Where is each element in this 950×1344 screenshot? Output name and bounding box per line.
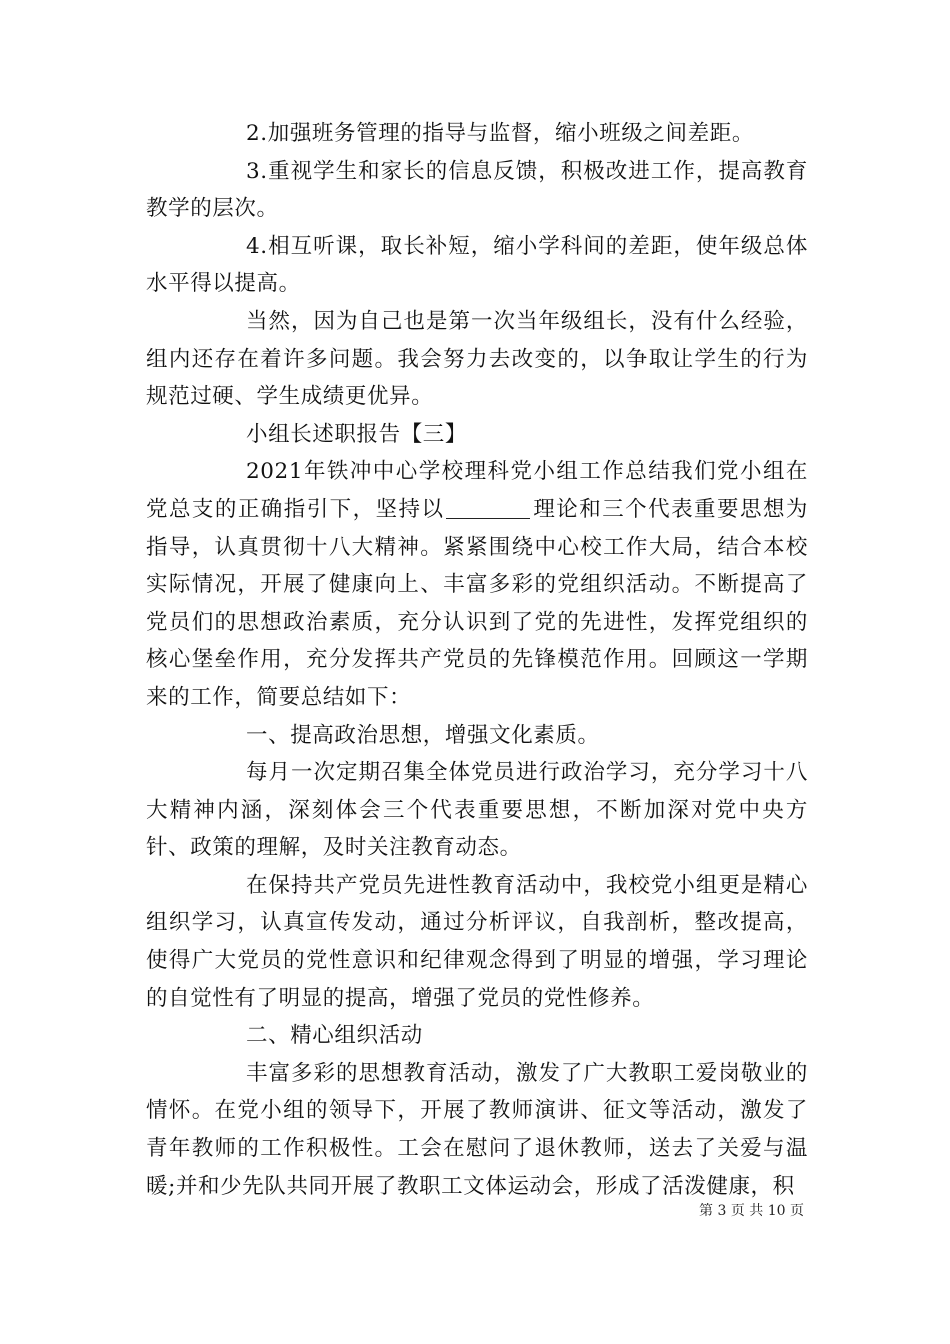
fill-in-blank [446, 496, 530, 519]
paragraph: 当然，因为自己也是第一次当年级组长，没有什么经验，组内还存在着许多问题。我会努力去改变的，以争取让学生的行为规范过硬、学生成绩更优异。 [146, 308, 808, 410]
paragraph [146, 453, 808, 716]
page-footer: 第 3 页 共 10 页 [699, 1203, 804, 1219]
paragraph: 丰富多彩的思想教育活动，激发了广大教职工爱岗敬业的情怀。在党小组的领导下，开展了教师演讲、征文等活动，激发了青年教师的工作积极性。工会在慰问了退休教师，送去了关爱与温暖;并和少先队共同开展了教职工文体运动会，形成了活泼健康，积 [146, 1060, 808, 1199]
paragraph: 每月一次定期召集全体党员进行政治学习，充分学习十八大精神内涵，深刻体会三个代表重要思想，不断加深对党中央方针、政策的理解，及时关注教育动态。 [146, 760, 808, 861]
section-heading: 小组长述职报告【三】 [246, 421, 468, 447]
paragraph-text: 2021年铁冲中心学校理科党小组工作总结我们党小组在党总支的正确指引下，坚持以 [146, 459, 808, 522]
paragraph: 3.重视学生和家长的信息反馈，积极改进工作，提高教育教学的层次。 [146, 158, 808, 222]
paragraph: 在保持共产党员先进性教育活动中，我校党小组更是精心组织学习，认真宣传发动，通过分析评议，自我剖析，整改提高，使得广大党员的党性意识和纪律观念得到了明显的增强，学习理论的自觉性有了明显的提高，增强了党员的党性修养。 [146, 872, 808, 1011]
paragraph-text: 理论和三个代表重要思想为指导，认真贯彻十八大精神。紧紧围绕中心校工作大局，结合本校实际情况，开展了健康向上、丰富多彩的党组织活动。不断提高了党员们的思想政治素质，充分认识到了党的先进性，发挥党组织的核心堡垒作用，充分发挥共产党员的先锋模范作用。回顾这一学期来的工作，简要总结如下： [146, 496, 808, 710]
paragraph: 4.相互听课，取长补短，缩小学科间的差距，使年级总体水平得以提高。 [146, 233, 808, 297]
section-heading: 一、提高政治思想，增强文化素质。 [246, 722, 600, 748]
paragraph: 2.加强班务管理的指导与监督，缩小班级之间差距。 [246, 121, 754, 146]
document-body [146, 115, 808, 1205]
section-heading: 二、精心组织活动 [246, 1023, 423, 1049]
